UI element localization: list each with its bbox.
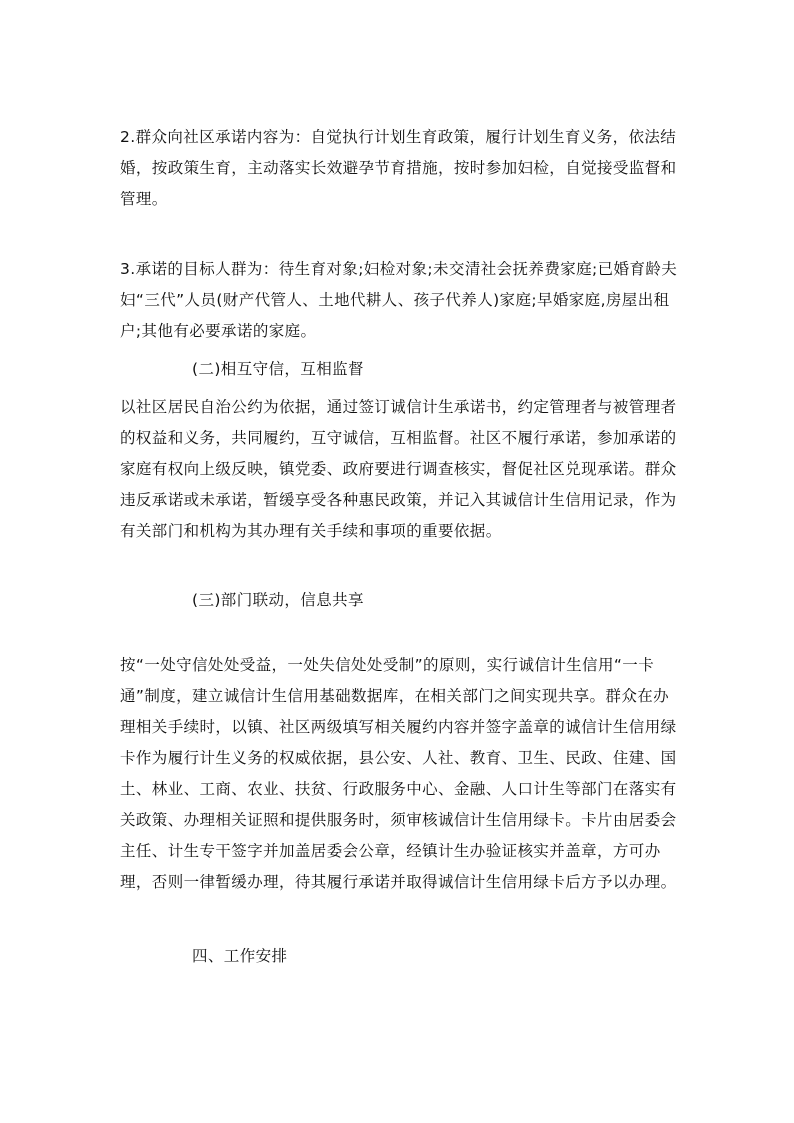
section-heading-work-arrangement: 四、工作安排 (192, 947, 288, 965)
paragraph-commitment-content: 2.群众向社区承诺内容为：自觉执行计划生育政策，履行计划生育义务，依法结婚，按政策生育，主动落实长效避孕节育措施，按时参加妇检，自觉接受监督和管理。 (120, 128, 677, 208)
paragraph-target-groups: 3.承诺的目标人群为：待生育对象;妇检对象;未交清社会抚养费家庭;已婚育龄夫妇“三代”人员(财产代管人、土地代耕人、孩子代养人)家庭;早婚家庭,房屋出租户;其他有必要承诺的家庭。 (120, 260, 678, 340)
section-heading-mutual-trust: (二)相互守信，互相监督 (192, 360, 364, 378)
section-heading-department-linkage: (三)部门联动，信息共享 (192, 591, 364, 609)
paragraph-mutual-supervision: 以社区居民自治公约为依据，通过签订诚信计生承诺书，约定管理者与被管理者的权益和义务，共同履约，互守诚信，互相监督。社区不履行承诺，参加承诺的家庭有权向上级反映，镇党委、政府要进行调查核实，督促社区兑现承诺。群众违反承诺或未承诺，暂缓享受各种惠民政策，并记入其诚信计生信用记录，作为有关部门和机构为其办理有关手续和事项的重要依据。 (120, 398, 677, 540)
paragraph-information-sharing: 按“一处守信处处受益，一处失信处处受制”的原则，实行诚信计生信用“一卡通”制度，建立诚信计生信用基础数据库，在相关部门之间实现共享。群众在办理相关手续时，以镇、社区两级填写相关履约内容并签字盖章的诚信计生信用绿卡作为履行计生义务的权威依据，县公安、人社、教育、卫生、民政、住建、国土、林业、工商、农业、扶贫、行政服务中心、金融、人口计生等部门在落实有关政策、办理相关证照和提供服务时，须审核诚信计生信用绿卡。卡片由居委会主任、计生专干签字并加盖居委会公章，经镇计生办验证核实并盖章，方可办理，否则一律暂缓办理，待其履行承诺并取得诚信计生信用绿卡后方予以办理。 (120, 656, 677, 891)
